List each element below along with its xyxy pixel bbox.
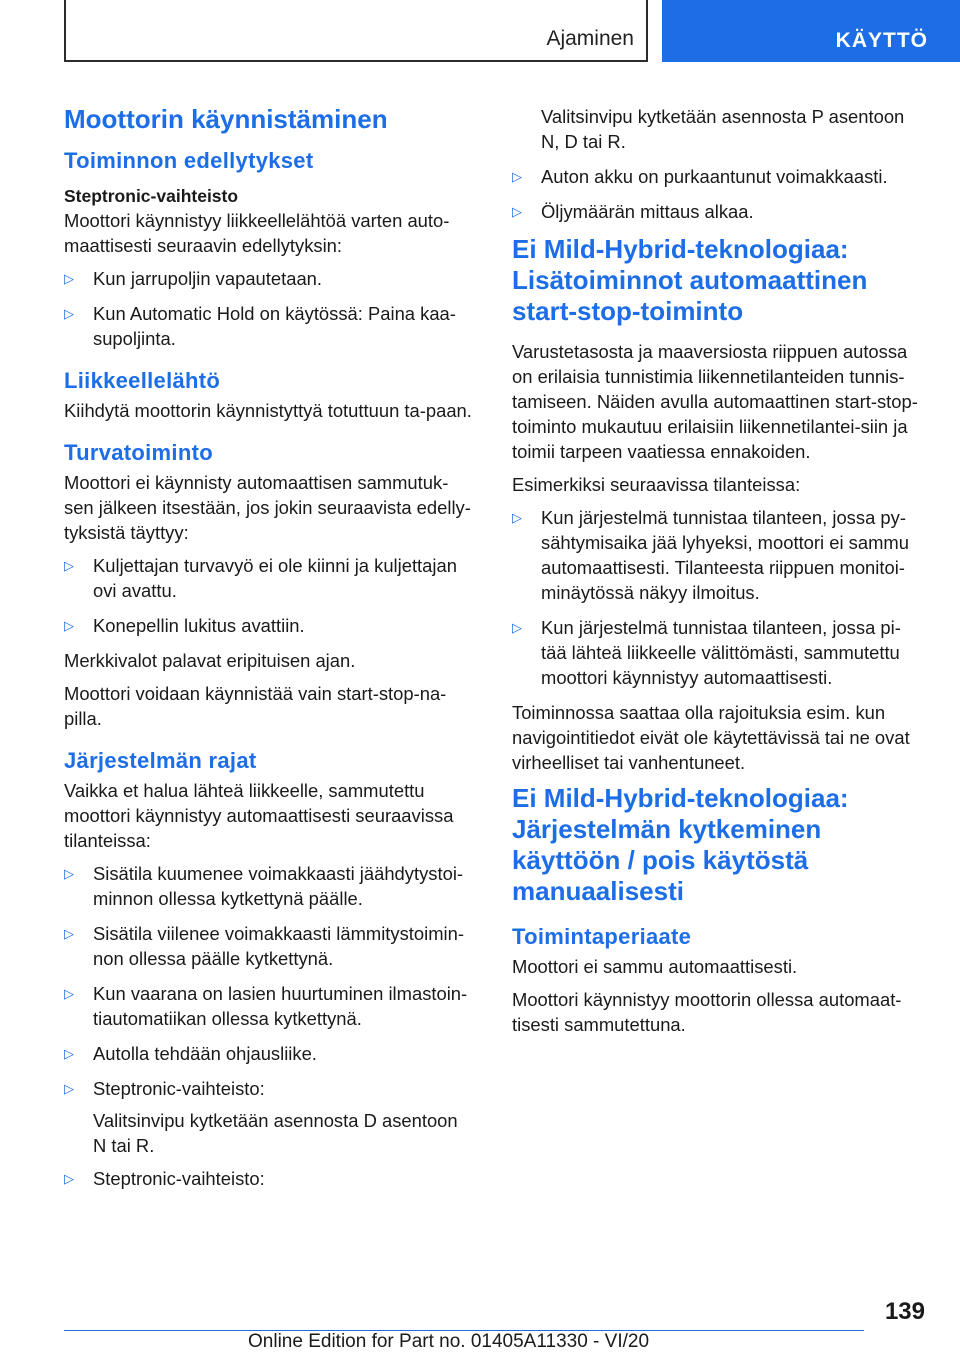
header-chapter-label: KÄYTTÖ [835,29,928,52]
bullet-list [64,1166,476,1191]
paragraph: Varustetasosta ja maaversiosta riippuen autossa on erilaisia tunnistimia liikennetilanteiden tunnis-tamiseen. Näiden avulla automaattinen start-stop-toiminto mukautuu erilaisiin liikennetilantei-siin ja toimii tarpeen vaatiessa ennakoiden. [512,341,918,462]
heading-no-mild-hybrid-manual: Ei Mild-Hybrid-teknologiaa: Järjestelmän kytkeminen käyttöön / pois käytöstä manuaalisesti [512,783,849,906]
paragraph: Moottori ei käynnisty automaattisen sammutuk-sen jälkeen itsestään, jos jokin seuraavista edelly-tyksistä täyttyy: [64,472,471,543]
triangle-bullet-icon: ▷ [512,510,522,525]
list-item: ▷ Kun vaarana on lasien huurtuminen ilmastoin-tiautomatiikan ollessa kytkettynä. [64,983,468,1029]
sub-paragraph: Valitsinvipu kytketään asennosta D asentoon N tai R. [93,1110,458,1156]
right-column [512,104,924,1045]
heading-principle: Toimintaperiaate [512,924,692,949]
left-column [64,100,476,1201]
paragraph: Moottori käynnistyy moottorin ollessa automaat-tisesti sammutettuna. [512,989,902,1035]
list-item: ▷ Steptronic-vaihteisto: [64,1168,265,1189]
list-item: ▷ Kun järjestelmä tunnistaa tilanteen, jossa py-sähtymisaika jää lyhyeksi, moottori ei sammu automaattisesti. Tilanteesta riippuen monitoi-minäytössä näkyy ilmoitus. [512,507,909,603]
heading-limits: Järjestelmän rajat [64,748,257,773]
triangle-bullet-icon: ▷ [512,169,522,184]
triangle-bullet-icon: ▷ [64,1046,74,1061]
header-section-label: Ajaminen [546,27,634,50]
list-item: ▷ Konepellin lukitus avattiin. [64,615,305,636]
paragraph: Merkkivalot palavat eripituisen ajan. [64,650,356,671]
triangle-bullet-icon: ▷ [64,1171,74,1186]
paragraph: Kiihdytä moottorin käynnistyttyä totuttuun ta-paan. [64,400,472,421]
paragraph: Toiminnossa saattaa olla rajoituksia esim. kun navigointitiedot eivät ole käytettävissä tai ne ovat virheelliset tai vanhentuneet. [512,702,910,773]
bullet-list [64,266,476,351]
list-item: ▷ Kun järjestelmä tunnistaa tilanteen, jossa pi-tää lähteä liikkeelle välittömästi, sammutettu moottori käynnistyy automaattisesti. [512,617,901,688]
page-number: 139 [884,1298,925,1325]
triangle-bullet-icon: ▷ [64,866,74,881]
triangle-bullet-icon: ▷ [64,926,74,941]
triangle-bullet-icon: ▷ [512,204,522,219]
triangle-bullet-icon: ▷ [64,1081,74,1096]
list-item: ▷ Sisätila viilenee voimakkaasti lämmitystoimin-non ollessa päälle kytkettynä. [64,923,464,969]
list-item: ▷ Sisätila kuumenee voimakkaasti jäähdytystoi-minnon ollessa kytkettynä päälle. [64,863,464,909]
list-item: ▷ Kun Automatic Hold on käytössä: Paina kaa-supoljinta. [64,303,456,349]
sub-paragraph: Valitsinvipu kytketään asennosta P asentoon N, D tai R. [541,106,905,152]
page-title: Moottorin käynnistäminen [64,104,388,134]
paragraph: Vaikka et halua lähteä liikkeelle, sammutettu moottori käynnistyy automaattisesti seuraavissa tilanteissa: [64,780,454,851]
list-item: ▷ Kun jarrupoljin vapautetaan. [64,268,323,289]
bullet-list [512,505,924,690]
triangle-bullet-icon: ▷ [64,986,74,1001]
triangle-bullet-icon: ▷ [64,271,74,286]
paragraph: Moottori käynnistyy liikkeellelähtöä varten auto-maattisesti seuraavin edellytyksin: [64,210,450,256]
footer-edition: Online Edition for Part no. 01405A11330 - VI/20 [248,1331,650,1352]
triangle-bullet-icon: ▷ [64,558,74,573]
heading-no-mild-hybrid-features: Ei Mild-Hybrid-teknologiaa: Lisätoiminnot automaattinen start-stop-toiminto [512,234,868,326]
header-chapter-tab [662,0,960,62]
heading-safety: Turvatoiminto [64,440,213,465]
list-item: ▷ Steptronic-vaihteisto: [64,1078,265,1099]
list-item: ▷ Öljymäärän mittaus alkaa. [512,201,754,222]
triangle-bullet-icon: ▷ [64,306,74,321]
paragraph: Moottori voidaan käynnistää vain start-stop-na-pilla. [64,683,447,729]
list-item: ▷ Kuljettajan turvavyö ei ole kiinni ja kuljettajan ovi avattu. [64,555,457,601]
heading-prerequisites: Toiminnon edellytykset [64,148,314,173]
list-item: ▷ Auton akku on purkaantunut voimakkaasti. [512,166,888,187]
paragraph: Esimerkiksi seuraavissa tilanteissa: [512,474,801,495]
bullet-list [512,164,924,224]
heading-start: Liikkeellelähtö [64,368,221,393]
bullet-list [64,861,476,1101]
subheading-steptronic: Steptronic-vaihteisto [64,186,239,206]
triangle-bullet-icon: ▷ [64,618,74,633]
bullet-list [64,553,476,638]
header-section-box [64,0,648,62]
triangle-bullet-icon: ▷ [512,620,522,635]
list-item: ▷ Autolla tehdään ohjausliike. [64,1043,317,1064]
paragraph: Moottori ei sammu automaattisesti. [512,956,798,977]
